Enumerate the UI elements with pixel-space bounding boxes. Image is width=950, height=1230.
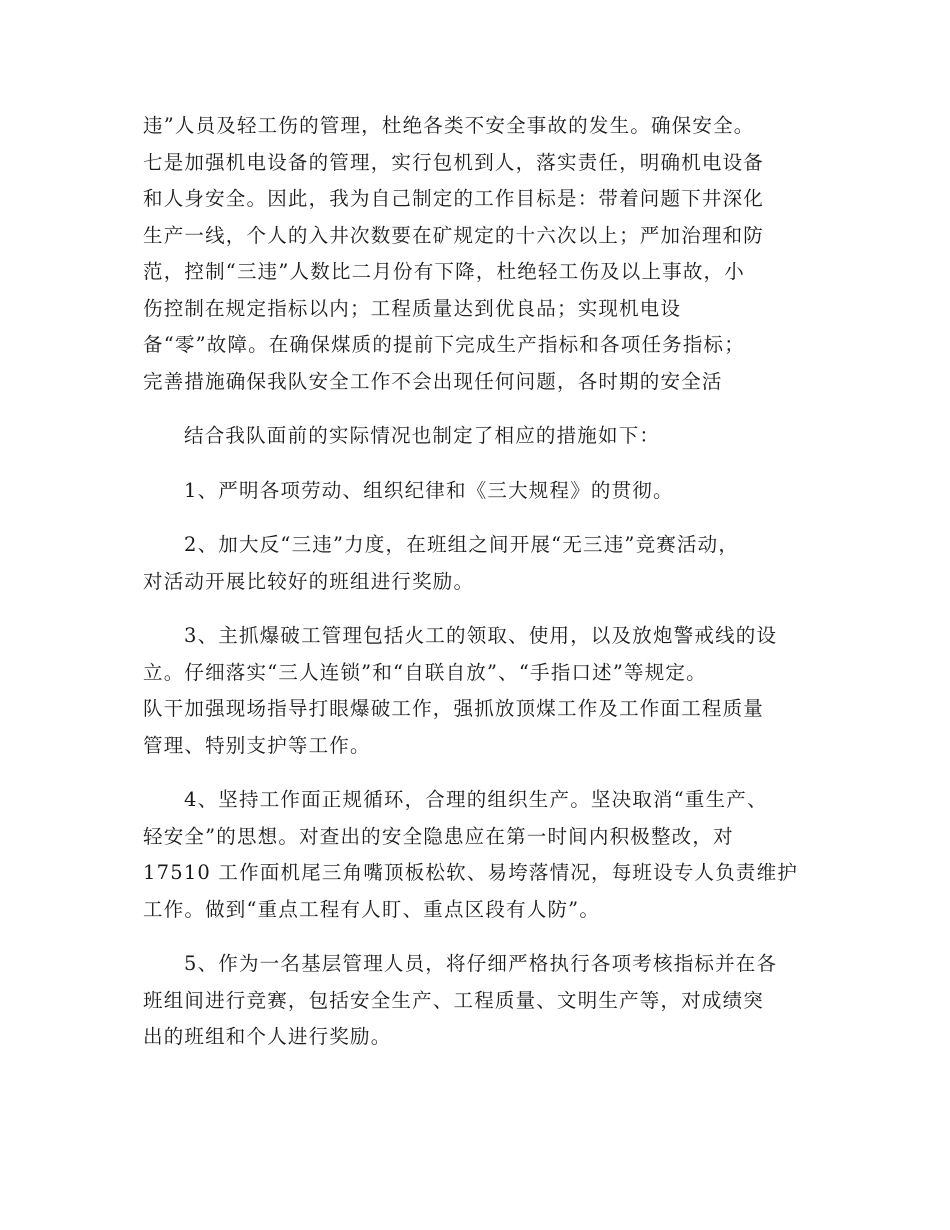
measure-item-5: [143, 946, 815, 1056]
text-line: 轻安全”的思想。对查出的安全隐患应在第一时间内积极整改，对: [143, 824, 734, 848]
text-line: 和人身安全。因此，我为自己制定的工作目标是：带着问题下井深化: [143, 187, 765, 210]
text-line: 对活动开展比较好的班组进行奖励。: [143, 569, 475, 593]
text-line: 3、主抓爆破工管理包括火工的领取、使用，以及放炮警戒线的设: [184, 624, 778, 647]
text-line: 生产一线，个人的入井次数要在矿规定的十六次以上；严加治理和防: [143, 223, 765, 247]
text-line: 七是加强机电设备的管理，实行包机到人，落实责任，明确机电设备: [143, 150, 765, 174]
text-line: 工作。做到“重点工程有人盯、重点区段有人防”。: [143, 897, 601, 921]
measure-item-4: [143, 782, 815, 928]
measure-item-1: [143, 473, 815, 510]
intro-paragraph: [143, 108, 815, 400]
text-line: 1、严明各项劳动、组织纪律和《三大规程》的贯彻。: [184, 478, 674, 502]
text-line: 17510 工作面机尾三角嘴顶板松软、易垮落情况，每班设专人负责维护: [143, 861, 799, 884]
measure-item-3: [143, 618, 815, 764]
text-line: 4、坚持工作面正规循环，合理的组织生产。坚决取消“重生产、: [184, 788, 768, 811]
text-line: 5、作为一名基层管理人员，将仔细严格执行各项考核指标并在各: [184, 952, 778, 975]
text-line: 伤控制在规定指标以内；工程质量达到优良品；实现机电设: [143, 296, 682, 320]
document-page: [143, 108, 815, 1056]
text-line: 违”人员及轻工伤的管理，杜绝各类不安全事故的发生。确保安全。: [143, 114, 755, 137]
text-line: 班组间进行竞赛，包括安全生产、工程质量、文明生产等，对成绩突: [143, 988, 765, 1012]
text-line: 管理、特别支护等工作。: [143, 733, 371, 757]
text-line: 队干加强现场指导打眼爆破工作，强抓放顶煤工作及工作面工程质量: [143, 697, 765, 720]
text-line: 2、加大反“三违”力度，在班组之间开展“无三违”竞赛活动，: [184, 533, 740, 556]
text-line: 结合我队面前的实际情况也制定了相应的措施如下：: [184, 424, 661, 447]
text-line: 出的班组和个人进行奖励。: [143, 1025, 392, 1048]
text-line: 备“零”故障。在确保煤质的提前下完成生产指标和各项任务指标；: [143, 333, 745, 356]
measure-item-2: [143, 527, 815, 600]
text-line: 范，控制“三违”人数比二月份有下降，杜绝轻工伤及以上事故，小: [143, 260, 745, 283]
measures-intro-paragraph: [143, 418, 815, 455]
text-line: 完善措施确保我队安全工作不会出现任何问题，各时期的安全活: [143, 369, 723, 393]
text-line: 立。仔细落实“三人连锁”和“自联自放”、“手指口述”等规定。: [143, 660, 707, 684]
